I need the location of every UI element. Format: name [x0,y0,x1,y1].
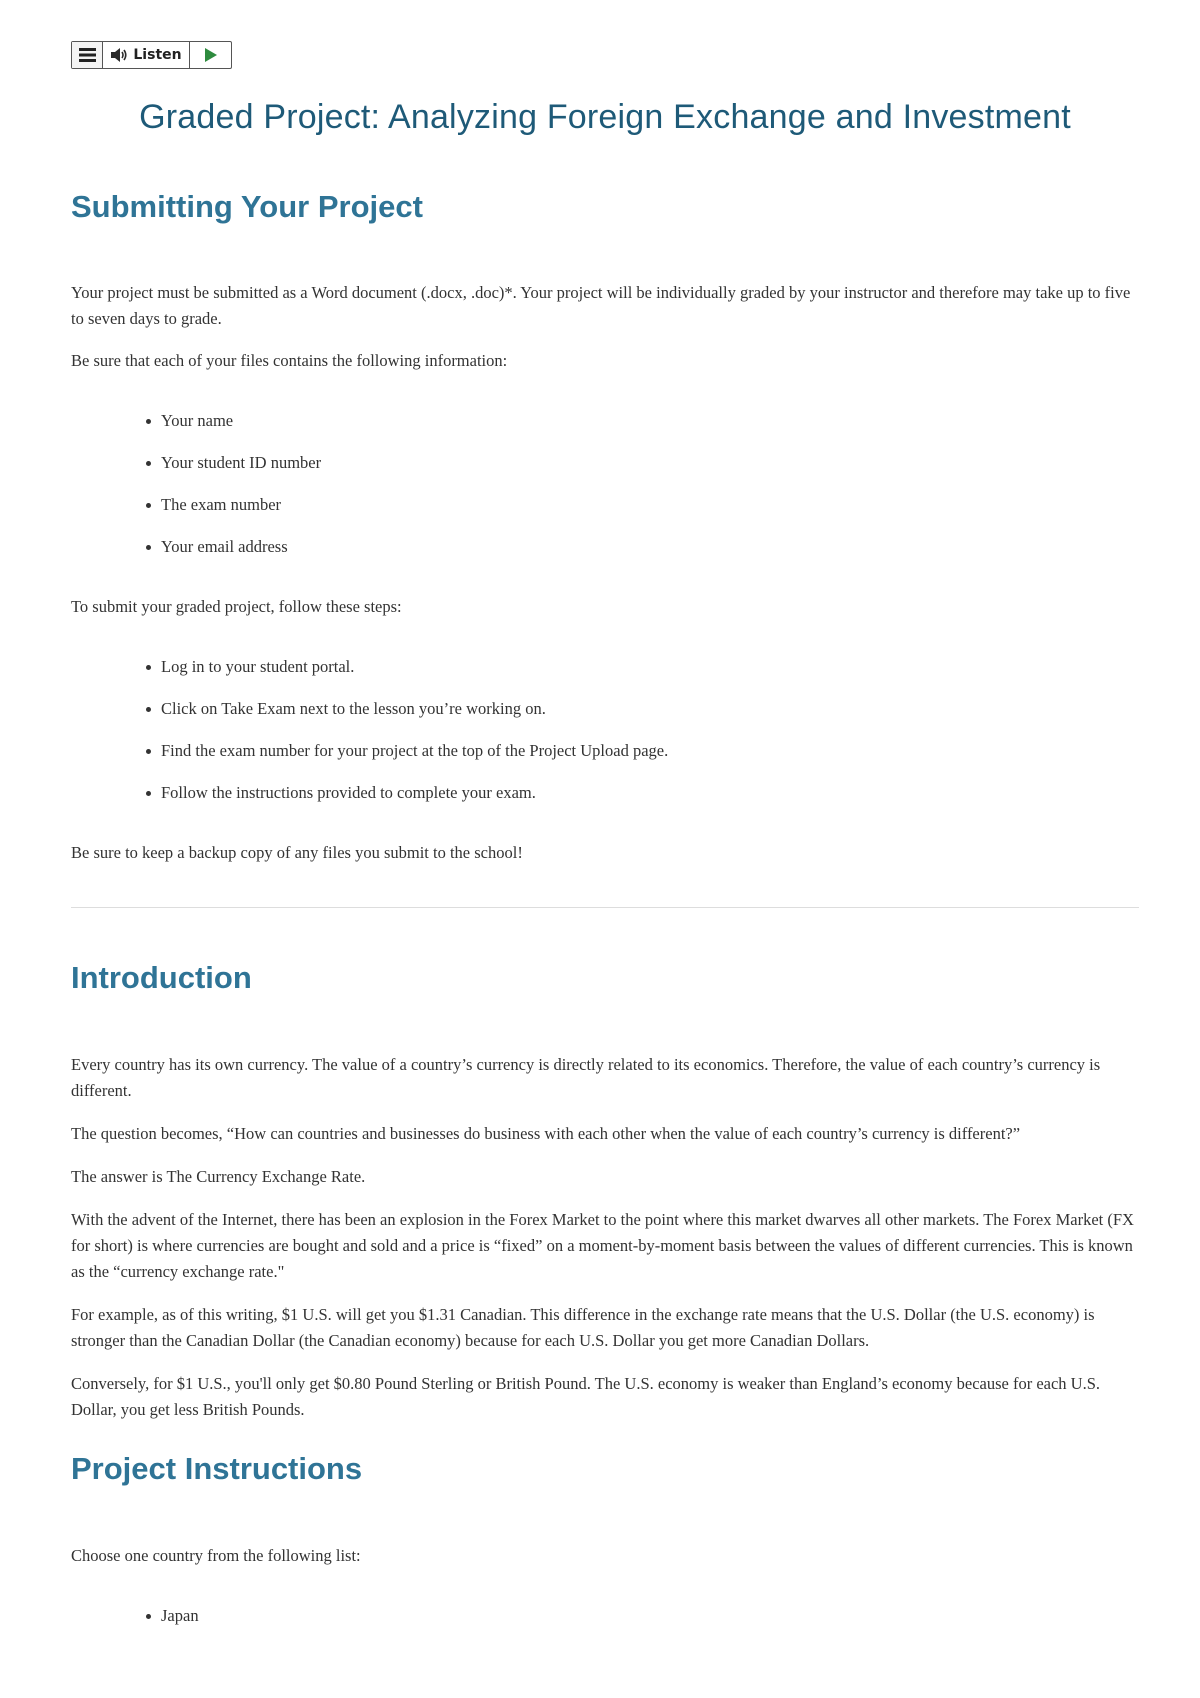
page-title: Graded Project: Analyzing Foreign Exchange and Investment [139,98,1071,136]
submitting-paragraph-3: To submit your graded project, follow these steps: [71,597,402,616]
list-item: Follow the instructions provided to complete your exam. [161,780,668,822]
submitting-paragraph-1: Your project must be submitted as a Word document (.docx, .doc)*. Your project will be individually graded by your instructor and therefore may take up to five to seven days to grade. [71,283,1131,328]
instructions-paragraph-1: Choose one country from the following list: [71,1546,361,1565]
list-item: Japan [161,1603,199,1645]
listen-menu-button[interactable] [72,42,103,68]
submitting-paragraph-4: Be sure to keep a backup copy of any files you submit to the school! [71,843,523,862]
intro-paragraph-1: Every country has its own currency. The value of a country’s currency is directly related to its economics. Therefore, the value of each country’s currency is different. [71,1055,1101,1100]
info-list [161,408,321,576]
section-divider [71,907,1139,908]
intro-paragraph-4: With the advent of the Internet, there has been an explosion in the Forex Market to the point where this market dwarves all other markets. The Forex Market (FX for short) is where currencies are bought and sold and a price is “fixed” on a moment-by-moment basis between the values of different currencies. This is known as the “currency exchange rate." [71,1210,1134,1281]
steps-list [161,654,668,822]
heading-introduction: Introduction [71,960,252,995]
list-item: Find the exam number for your project at the top of the Project Upload page. [161,738,668,780]
play-icon [205,48,217,62]
list-item: The exam number [161,492,321,534]
intro-paragraph-5: For example, as of this writing, $1 U.S. will get you $1.31 Canadian. This difference in the exchange rate means that the U.S. Dollar (the U.S. economy) is stronger than the Canadian Dollar (the Canadian economy) because for each U.S. Dollar you get more Canadian Dollars. [71,1305,1095,1350]
intro-paragraph-6: Conversely, for $1 U.S., you'll only get $0.80 Pound Sterling or British Pound. The U.S. economy is weaker than England’s economy because for each U.S. Dollar, you get less British Pounds. [71,1374,1101,1419]
intro-paragraph-2: The question becomes, “How can countries and businesses do business with each other when the value of each country’s currency is different?” [71,1124,1021,1143]
list-item: Click on Take Exam next to the lesson you’re working on. [161,696,668,738]
listen-button[interactable] [103,42,190,68]
play-button[interactable] [190,42,231,68]
list-item: Your email address [161,534,321,576]
intro-paragraph-3: The answer is The Currency Exchange Rate. [71,1167,366,1186]
list-item: Your student ID number [161,450,321,492]
heading-project-instructions: Project Instructions [71,1451,363,1486]
list-item: Your name [161,408,321,450]
listen-toolbar [71,41,232,69]
speaker-icon [110,47,128,63]
heading-submitting: Submitting Your Project [71,189,423,224]
listen-label: Listen [133,47,182,63]
country-list [161,1603,199,1645]
list-item: Log in to your student portal. [161,654,668,696]
hamburger-icon [79,48,96,62]
submitting-paragraph-2: Be sure that each of your files contains the following information: [71,351,508,370]
